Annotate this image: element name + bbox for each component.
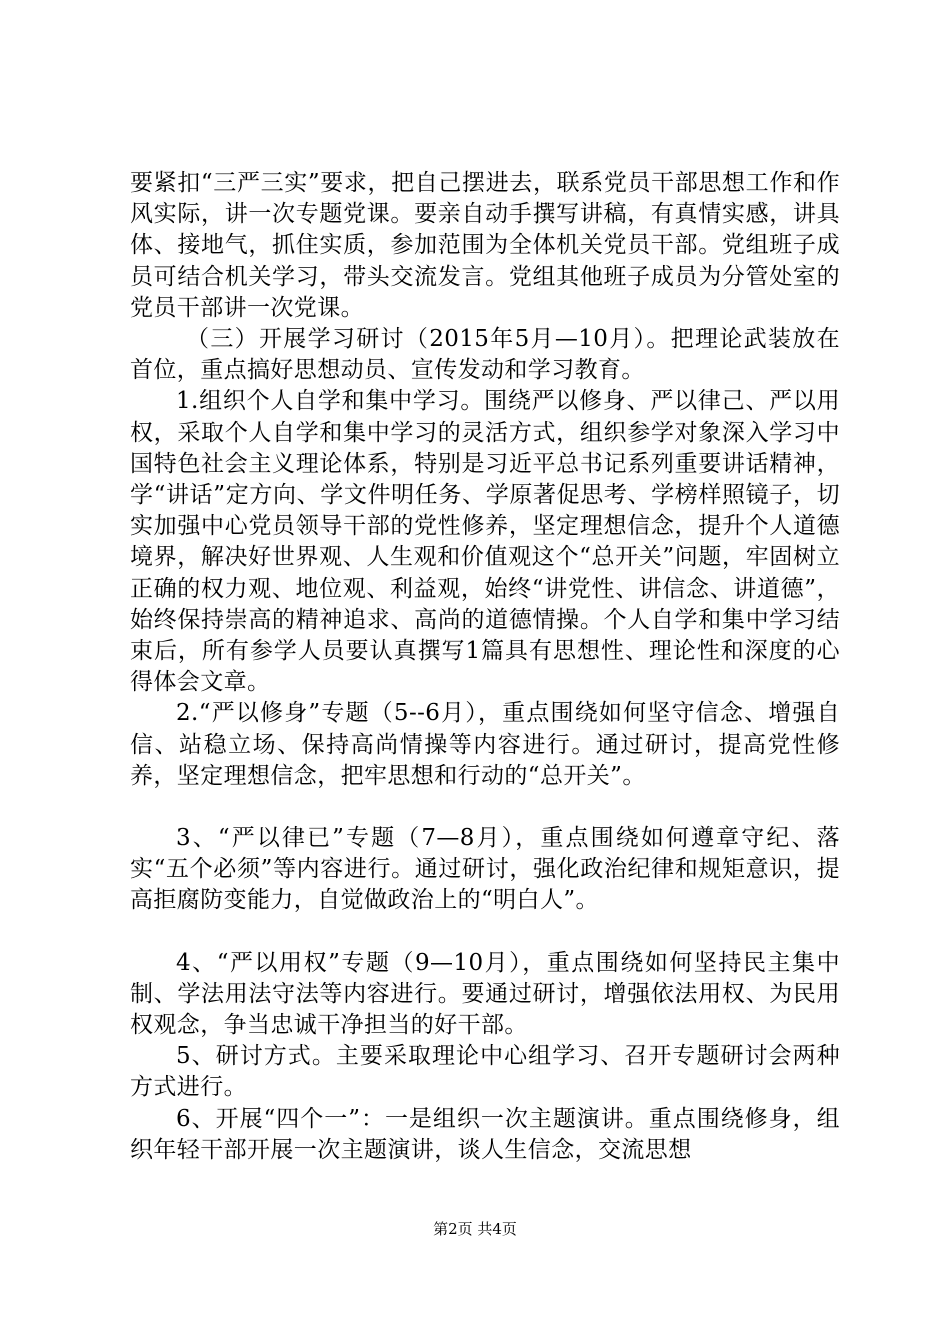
paragraph-item-4-use-of-power: 4、“严以用权”专题（9—10月），重点围绕如何坚持民主集中制、学法用法守法等内容进行。要通过研讨，增强依法用权、为民用权观念，争当忠诚干净担当的好干部。: [130, 949, 840, 1039]
paragraph-item-5-discussion-method: 5、研讨方式。主要采取理论中心组学习、召开专题研讨会两种方式进行。: [130, 1043, 840, 1101]
paragraph-section-three-heading: （三）开展学习研讨（2015年5月—10月）。把理论武装放在首位，重点搞好思想动员、宣传发动和学习教育。: [130, 326, 840, 384]
paragraph-item-1-self-study: 1.组织个人自学和集中学习。围绕严以修身、严以律己、严以用权，采取个人自学和集中学习的灵活方式，组织参学对象深入学习中国特色社会主义理论体系，特别是习近平总书记系列重要讲话精神，学“讲话”定方向、学文件明任务、学原著促思考、学榜样照镜子，切实加强中心党员领导干部的党性修养，坚定理想信念，提升个人道德境界，解决好世界观、人生观和价值观这个“总开关”问题，牢固树立正确的权力观、地位观、利益观，始终“讲党性、讲信念、讲道德”，始终保持崇高的精神追求、高尚的道德情操。个人自学和集中学习结束后，所有参学人员要认真撰写1篇具有思想性、理论性和深度的心得体会文章。: [130, 388, 840, 696]
paragraph-item-3-self-discipline: 3、“严以律已”专题（7—8月），重点围绕如何遵章守纪、落实“五个必须”等内容进行。通过研讨，强化政治纪律和规矩意识，提高拒腐防变能力，自觉做政治上的“明白人”。: [130, 825, 840, 914]
paragraph-item-6-four-ones: 6、开展“四个一”：一是组织一次主题演讲。重点围绕修身，组织年轻干部开展一次主题演讲，谈人生信念，交流思想: [130, 1105, 840, 1163]
paragraph-item-2-self-cultivation: 2.“严以修身”专题（5--6月），重点围绕如何坚守信念、增强自信、站稳立场、保持高尚情操等内容进行。通过研讨，提高党性修养，坚定理想信念，把牢思想和行动的“总开关”。: [130, 700, 840, 789]
page-number-footer: 第2页 共4页: [433, 1220, 517, 1238]
paragraph-party-lecture: 要紧扣“三严三实”要求，把自己摆进去，联系党员干部思想工作和作风实际，讲一次专题党课。要亲自动手撰写讲稿，有真情实感，讲具体、接地气，抓住实质，参加范围为全体机关党员干部。党组班子成员可结合机关学习，带头交流发言。党组其他班子成员为分管处室的党员干部讲一次党课。: [130, 170, 840, 321]
document-body: [130, 168, 840, 1166]
